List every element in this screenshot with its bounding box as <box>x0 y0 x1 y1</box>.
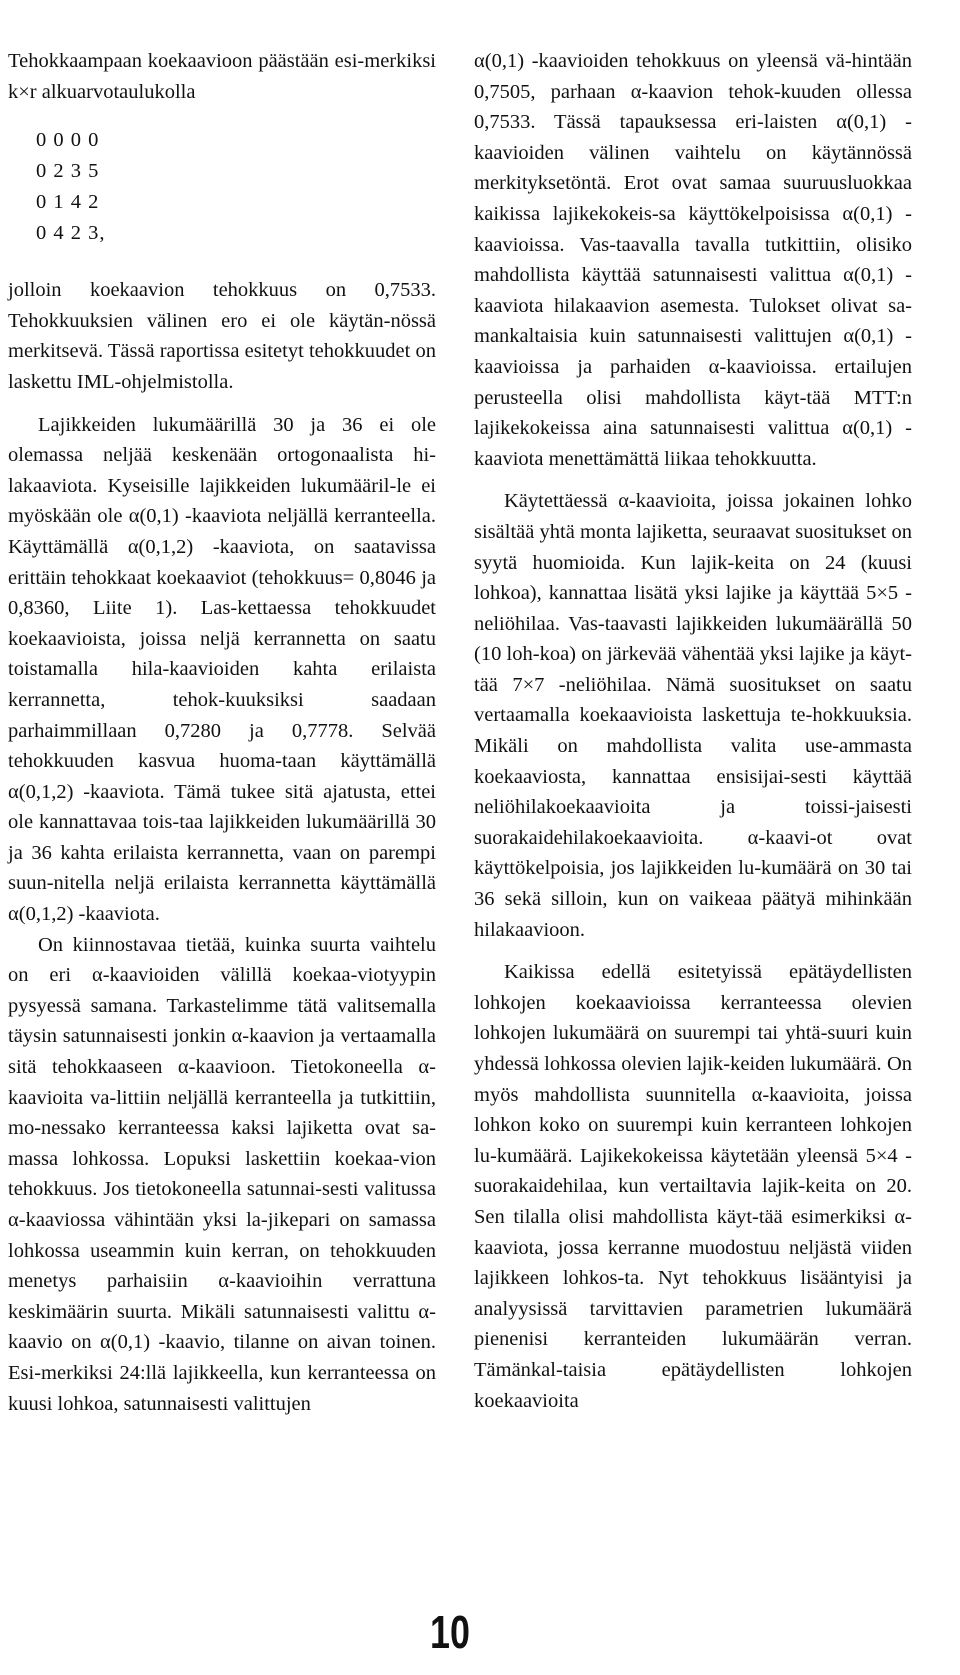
variation-paragraph: On kiinnostavaa tietää, kuinka suurta vaihtelu on eri α-kaavioiden välillä koekaa-viotyypin pysyessä samana. Tarkastelimme tätä valitsemalla täysin satunnaisesti jonkin α-kaavion ja vertaamalla sitä tehokkaaseen α-kaavioon. Tietokoneella α-kaavioita va-littiin neljällä kerranteella ja tutkittiin, mo-nessako kerranteessa kaksi lajiketta ovat sa-massa lohkossa. Lopuksi laskettiin koekaa-vion tehokkuus. Jos tietokoneella satunnai-sesti valitussa α-kaaviossa vähintään yksi la-jikepari on samassa lohkossa useammin kuin kerran, on tehokkuuden menetys parhaisiin α-kaavioihin verrattuna keskimäärin suurta. Mikäli satunnaisesti valittu α-kaavio on α(0,1) -kaavio, tilanne on aivan toinen. Esi-merkiksi 24:llä lajikkeella, kun kerranteessa on kuusi lohkoa, satunnaisesti valittujen <box>8 933 436 1415</box>
incomplete-blocks-paragraph: Kaikissa edellä esitetyissä epätäydellisten lohkojen koekaavioissa kerranteessa olevien lohkojen lukumäärä on suurempi tai yhtä-suuri kuin yhdessä lohkossa olevien lajik-keiden lukumäärä. On myös mahdollista suunnitella α-kaavioita, joissa lohkon koko on suurempi kuin kerranteen lohkojen lu-kumäärä. Lajikekokeissa käytetään yleensä 5×4 -suorakaidehilaa, kun vertailtavia lajik-keita on 20. Sen tilalla olisi mahdollista käyt-tää esimerkiksi α-kaaviota, jossa kerranne muodostuu neljästä viiden lajikkeen lohkos-ta. Nyt tehokkuus lisääntyisi ja analyysissä tarvittavien parametrien lukumäärä pienenisi kerranteiden lukumäärän verran. Tämänkal-taisia epätäydellisten lohkojen koekaavioita <box>474 961 912 1412</box>
matrix-row: 0 1 4 2 <box>36 191 100 214</box>
right-column <box>474 46 912 1416</box>
matrix-row: 0 2 3 5 <box>36 160 100 183</box>
orthogonal-lattice-paragraph: Lajikkeiden lukumäärillä 30 ja 36 ei ole olemassa neljää keskenään ortogonaalista hi-lakaaviota. Kyseisille lajikkeiden lukumääril-le ei myöskään ole α(0,1) -kaaviota neljällä kerranteella. Käyttämällä α(0,1,2) -kaaviota, on saatavissa erittäin tehokkaat koekaaviot (tehokkuus= 0,8046 ja 0,8360, Liite 1). Las-kettaessa tehokkuudet koekaavioista, joissa neljä kerrannetta on saatu toistamalla hila-kaavioiden kahta erilaista kerrannetta, tehok-kuuksiksi saadaan parhaimmillaan 0,7280 ja 0,7778. Selvää tehokkuuden kasvua huoma-taan käyttämällä α(0,1,2) -kaaviota. Tämä tukee sitä ajatusta, ettei ole kannattavaa tois-taa lajikkeiden lukumäärillä 30 ja 36 kahta erilaista kerrannetta, vaan on parempi suun-nitella neljä erilaista kerrannetta käyttämällä α(0,1,2) -kaaviota. <box>8 413 436 926</box>
initial-value-matrix <box>36 125 436 249</box>
alpha-efficiency-paragraph: α(0,1) -kaavioiden tehokkuus on yleensä vä-hintään 0,7505, parhaan α-kaavion tehok-kuuden ollessa 0,7533. Tässä tapauksessa eri-laisten α(0,1) -kaavioiden välinen vaihtelu on käytännössä merkityksetöntä. Erot ovat samaa suuruusluokkaa kaikissa lajikekokeis-sa käyttökelpoisissa α(0,1) -kaavioissa. Vas-taavalla tavalla tutkittiin, olisiko mahdollista käyttää satunnaisesti valittua α(0,1) -kaaviota hilakaavion asemesta. Tulokset olivat sa-mankaltaisia kuin satunnaisesti valittujen α(0,1) -kaavioissa ja parhaiden α-kaavioissa. ertailujen perusteella olisi mahdollista käyt-tää MTT:n lajikekokeissa aina satunnaisesti valittua α(0,1) -kaaviota menettämättä liikaa tehokkuutta. <box>474 50 912 470</box>
page-number: 10 <box>430 1606 470 1658</box>
left-column <box>8 46 436 1419</box>
matrix-row: 0 4 2 3, <box>36 222 106 245</box>
intro-paragraph: Tehokkaampaan koekaavioon päästään esi-merkiksi k×r alkuarvotaulukolla <box>8 50 436 103</box>
efficiency-paragraph: jolloin koekaavion tehokkuus on 0,7533. Tehokkuuksien välinen ero ei ole käytän-nössä merkitsevä. Tässä raportissa esitetyt tehokkuudet on laskettu IML-ohjelmistolla. <box>8 279 436 393</box>
recommendations-paragraph: Käytettäessä α-kaavioita, joissa jokainen lohko sisältää yhtä monta lajiketta, seuraavat suositukset on syytä huomioida. Kun lajik-keita on 24 (kuusi lohkoa), kannattaa lisätä yksi lajike ja käyttää 5×5 -neliöhilaa. Vas-taavasti lajikkeiden lukumäärällä 50 (10 loh-koa) on järkevää vähentää yksi lajike ja käyt-tää 7×7 -neliöhilaa. Nämä suositukset on saatu vertaamalla koekaavioista laskettuja te-hokkuuksia. Mikäli on mahdollista valita use-ammasta koekaaviosta, kannattaa ensisijai-sesti käyttää neliöhilakoekaavioita ja toissi-jaisesti suorakaidehilakoekaavioita. α-kaavi-ot ovat käyttökelpoisia, jos lajikkeiden lu-kumäärä on 30 tai 36 sekä silloin, kun on vaikeaa päätyä mihinkään hilakaavioon. <box>474 490 912 941</box>
matrix-row: 0 0 0 0 <box>36 129 100 152</box>
